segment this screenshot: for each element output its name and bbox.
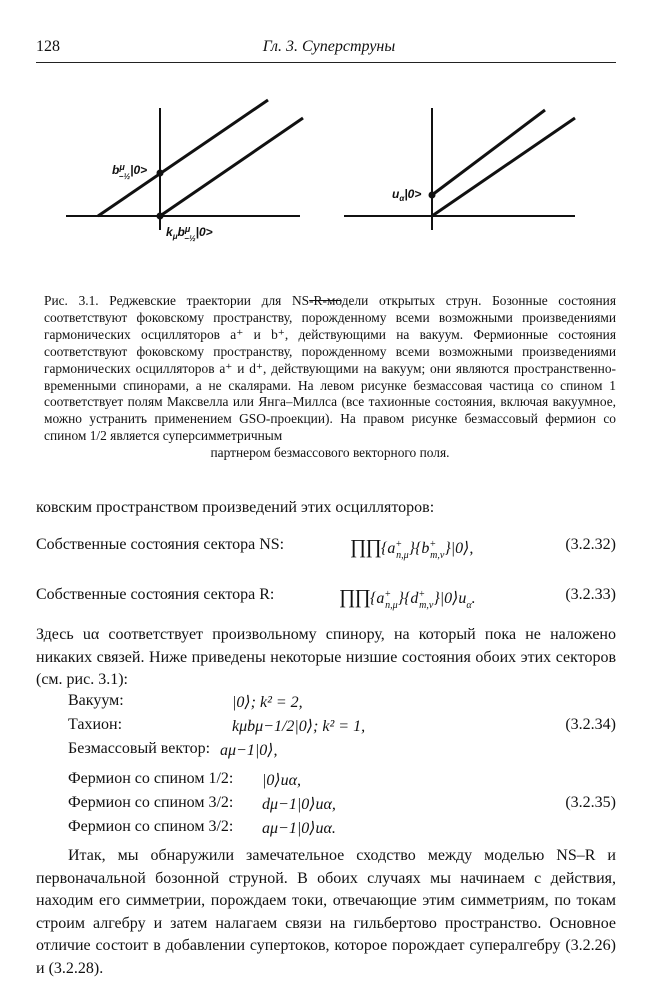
right-lower-trajectory [432,118,575,216]
left-upper-dot [157,170,164,177]
right-diagram [344,108,575,230]
regge-trajectory-figure [0,80,658,255]
left-top-label: $b^\mu$ −½|0> [112,162,148,181]
list-item: Тахион: kμbμ−1/2|0⟩; k² = 1, [68,716,366,735]
left-lower-dot [157,213,164,220]
right-upper-trajectory [432,110,545,195]
page-number: 128 [36,38,60,55]
paragraph-conclusion: Итак, мы обнаружили замечательное сходство между моделью NS–R и первоначальной бозонной струной. В обоих случаях мы начинаем с действия, находим его симметрии, порождаем токи, отвечающие этим симметриям, по токам строим алгебру и затем налагаем связи на гильбертово пространство. Основное отличие состоит в добавлении супертоков, которое порождает супералгебру (3.2.26) и (3.2.28). [36,847,616,977]
equation-ns-formula: $\prod\prod\{a^+_{n,\mu}\}\{b^+_{m,\nu}\}|0⟩$, [350,536,474,561]
left-diagram [66,100,303,243]
equation-r-formula: $\prod\prod\{a^+_{n,\mu}\}\{d^+_{m,\nu}\}|0⟩u_\alpha$. [339,586,476,611]
figure-caption: Рис. 3.1. Реджевские траектории для NS-R-модели открытых струн. Бозонные состояния соответствуют фоковскому пространству, порожденному всеми возможными произведениями гармонических осцилляторов a⁺ и b⁺, действующими на вакуум. Фермионные состояния соответствуют фоковскому пространству, порожденному всеми возможными произведениями гармонических осцилляторов a⁺ и d⁺, действующими на вакуум; они являются пространственно-временными спинорами, а не скалярами. На левом рисунке безмассовая частица со спином 1 соответствует полям Максвелла или Янга–Миллса (все тахионные состояния, включая вакуумное, можно устранить применением GSO-проекции). На правом рисунке безмассовый фермион со спином 1/2 является суперсимметричным партнером безмассового векторного поля. [44,293,616,461]
list-item: Фермион со спином 3/2: dμ−1|0⟩uα, [68,794,336,813]
paragraph-states-intro: Здесь uα соответствует произвольному спинору, на который пока не наложено никаких связей. Ниже приведены некоторые низшие состояния обоих этих секторов (см. рис. 3.1): [36,626,616,688]
right-label: $u_\alpha|0>$ [392,187,422,203]
list-item: Безмассовый вектор: aμ−1|0⟩, [68,740,278,759]
list-item: Фермион со спином 3/2: aμ−1|0⟩uα. [68,818,336,837]
equation-ns-sector: Собственные состояния сектора NS: $\prod\prod\{a^+_{n,\mu}\}\{b^+_{m,\nu}\}|0⟩$, (3.2.32) [36,536,616,561]
left-lower-trajectory [160,118,303,216]
list-item: Вакуум: |0⟩; k² = 2, [68,692,303,711]
equation-number-34: (3.2.34) [565,716,616,733]
right-dot [429,192,436,199]
header-rule [36,62,616,63]
list-item: Фермион со спином 1/2: |0⟩uα, [68,770,302,789]
equation-number-35: (3.2.35) [565,794,616,811]
running-head: Гл. 3. Суперструны [262,38,396,55]
left-bottom-label: $k_\mu b^\mu$ −½|0> [166,224,213,243]
paragraph-continuation: ковским пространством произведений этих осцилляторов: [36,499,435,516]
equation-r-sector: Собственные состояния сектора R: $\prod\prod\{a^+_{n,\mu}\}\{d^+_{m,\nu}\}|0⟩u_\alpha$. (3.2.33) [36,586,616,611]
